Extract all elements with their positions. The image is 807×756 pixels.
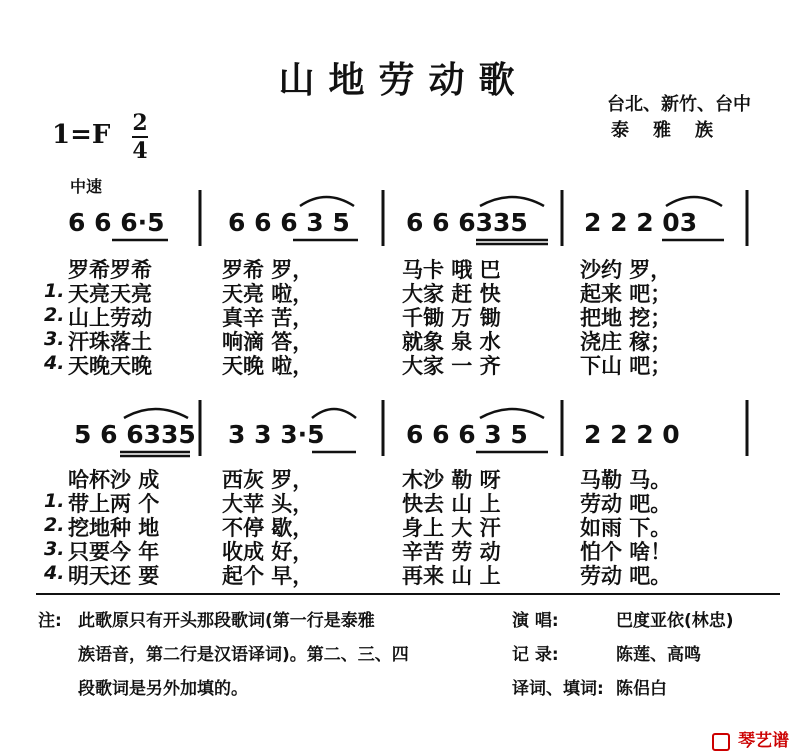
verse-number: 4. (44, 352, 65, 374)
slur (480, 197, 544, 206)
credit-role: 译词、填词: (512, 679, 604, 699)
tempo-marking: 中速 (70, 177, 103, 196)
lyric-cell: 劳动 吧。 (580, 492, 672, 516)
lyric-cell: 马勒 马。 (580, 468, 672, 492)
credit-name: 巴度亚依(林忠) (616, 611, 734, 631)
measure-2-3: 6 6 6 3 5 (406, 420, 528, 449)
lyric-cell: 下山 吧； (580, 354, 672, 378)
time-signature-top: 2 (132, 110, 148, 136)
lyric-cell: 起个 早， (222, 564, 314, 588)
verse-number: 3. (44, 538, 65, 560)
note-line: 族语音，第二行是汉语译词)。第二、三、四 (78, 645, 409, 665)
slur (300, 197, 354, 206)
lyric-cell: 真辛 苦， (222, 306, 314, 330)
note-line: 段歌词是另外加填的。 (78, 679, 248, 699)
lyric-cell: 就象 泉 水 (402, 330, 501, 354)
measure-2-4: 2 2 2 0 (584, 420, 680, 449)
watermark-logo-icon (712, 733, 730, 751)
lyric-cell: 响滴 答， (222, 330, 314, 354)
lyric-cell: 沙约 罗， (580, 258, 672, 282)
lyric-cell: 把地 挖； (580, 306, 672, 330)
lyric-cell: 哈杯沙 成 (68, 468, 160, 492)
lyric-cell: 汗珠落土 (68, 330, 152, 354)
lyric-cell: 如雨 下。 (580, 516, 672, 540)
lyric-cell: 天晚天晚 (68, 354, 152, 378)
verse-number: 1. (44, 280, 65, 302)
watermark-text: 琴艺谱 (738, 731, 790, 751)
slur (666, 197, 722, 206)
lyric-cell: 只要今 年 (68, 540, 160, 564)
lyric-cell: 大家 赶 快 (402, 282, 501, 306)
note-line: 此歌原只有开头那段歌词(第一行是泰雅 (78, 611, 375, 631)
lyric-cell: 天晚 啦， (222, 354, 314, 378)
verse-number: 1. (44, 490, 65, 512)
lyric-cell: 山上劳动 (68, 306, 152, 330)
verse-number: 3. (44, 328, 65, 350)
lyric-cell: 罗希 罗， (222, 258, 314, 282)
lyric-cell: 大苹 头， (222, 492, 314, 516)
lyric-cell: 挖地种 地 (68, 516, 160, 540)
lyric-cell: 木沙 勒 呀 (402, 468, 501, 492)
lyric-cell: 怕个 啥！ (580, 540, 672, 564)
lyric-cell: 天亮天亮 (68, 282, 152, 306)
credit-role: 记 录: (512, 645, 559, 665)
slur (124, 409, 188, 418)
lyric-cell: 不停 歇， (222, 516, 314, 540)
credit-role: 演 唱: (512, 611, 559, 631)
note-label: 注: (38, 611, 62, 631)
measure-2-2: 3 3 3·5 (228, 420, 325, 449)
lyric-cell: 西灰 罗， (222, 468, 314, 492)
measure-1-3: 6 6 6335 (406, 208, 528, 237)
verse-number: 2. (44, 304, 65, 326)
slur (480, 409, 544, 418)
lyric-cell: 收成 好， (222, 540, 314, 564)
credit-name: 陈莲、高鸣 (616, 645, 701, 665)
measure-1-2: 6 6 6 3 5 (228, 208, 350, 237)
lyric-cell: 再来 山 上 (402, 564, 501, 588)
lyric-cell: 罗希罗希 (68, 258, 152, 282)
key-signature: 1=F (52, 120, 111, 150)
measure-1-1: 6 6 6·5 (68, 208, 165, 237)
lyric-cell: 带上两 个 (68, 492, 160, 516)
time-signature-bottom: 4 (132, 138, 148, 164)
origin-ethnicity: 泰雅族 (611, 120, 737, 141)
lyric-cell: 大家 一 齐 (402, 354, 501, 378)
lyric-cell: 浇庄 稼； (580, 330, 672, 354)
slur (312, 409, 356, 418)
credit-name: 陈侣白 (616, 679, 667, 699)
watermark (712, 726, 789, 751)
lyric-cell: 辛苦 劳 动 (402, 540, 501, 564)
lyric-cell: 千锄 万 锄 (402, 306, 501, 330)
lyric-cell: 劳动 吧。 (580, 564, 672, 588)
lyric-cell: 身上 大 汗 (402, 516, 501, 540)
measure-2-1: 5 6 6335 (74, 420, 196, 449)
lyric-cell: 天亮 啦， (222, 282, 314, 306)
lyric-cell: 明天还 要 (68, 564, 160, 588)
lyric-cell: 马卡 哦 巴 (402, 258, 501, 282)
song-title: 山地劳动歌 (278, 59, 529, 101)
verse-number: 2. (44, 514, 65, 536)
origin-location: 台北、新竹、台中 (607, 94, 751, 115)
lyric-cell: 快去 山 上 (402, 492, 501, 516)
verse-number: 4. (44, 562, 65, 584)
measure-1-4: 2 2 2 03 (584, 208, 698, 237)
lyric-cell: 起来 吧； (580, 282, 672, 306)
